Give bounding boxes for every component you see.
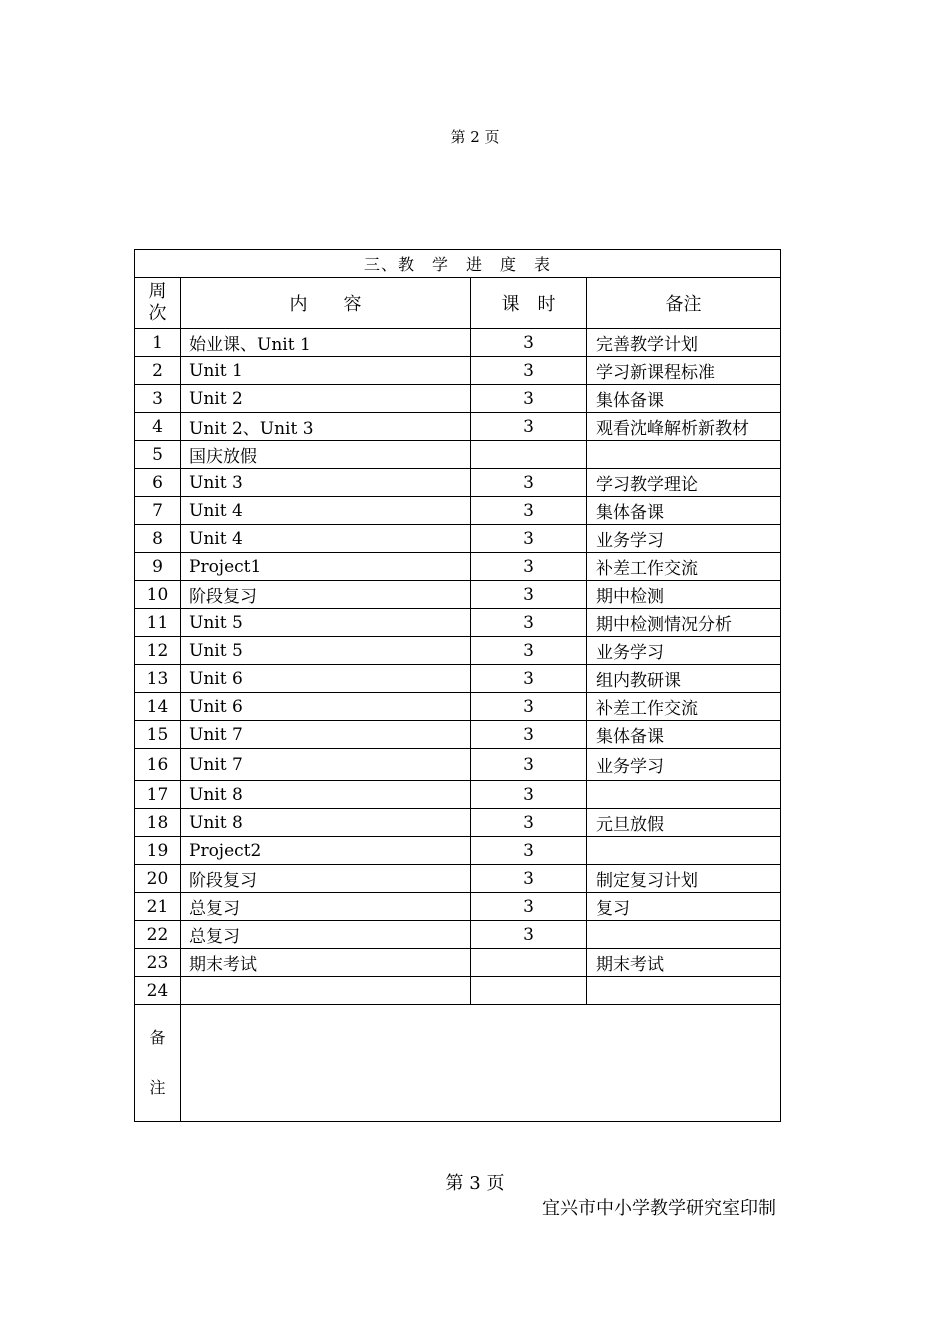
cell-remark	[587, 977, 781, 1005]
cell-week: 17	[135, 781, 181, 809]
cell-hours: 3	[471, 469, 587, 497]
page-header: 第 2 页	[450, 128, 500, 146]
cell-hours: 3	[471, 581, 587, 609]
cell-remark: 观看沈峰解析新教材	[587, 413, 781, 441]
cell-week: 12	[135, 637, 181, 665]
cell-content: Unit 2、Unit 3	[181, 413, 471, 441]
cell-remark: 业务学习	[587, 637, 781, 665]
cell-remark: 期末考试	[587, 949, 781, 977]
cell-week: 7	[135, 497, 181, 525]
cell-remark: 补差工作交流	[587, 553, 781, 581]
cell-hours: 3	[471, 357, 587, 385]
cell-hours: 3	[471, 609, 587, 637]
cell-hours	[471, 441, 587, 469]
table-row	[135, 413, 781, 441]
header-week-line2: 次	[148, 303, 167, 324]
cell-content: Unit 4	[181, 497, 471, 525]
table-row	[135, 977, 781, 1005]
cell-remark: 期中检测	[587, 581, 781, 609]
cell-week: 8	[135, 525, 181, 553]
cell-remark: 补差工作交流	[587, 693, 781, 721]
header-week	[135, 278, 181, 329]
cell-content: Unit 5	[181, 637, 471, 665]
cell-week: 11	[135, 609, 181, 637]
cell-content: 期末考试	[181, 949, 471, 977]
cell-remark: 学习教学理论	[587, 469, 781, 497]
cell-content: Unit 7	[181, 749, 471, 781]
cell-content: Unit 4	[181, 525, 471, 553]
cell-hours	[471, 977, 587, 1005]
table-row	[135, 893, 781, 921]
cell-content: Unit 8	[181, 809, 471, 837]
table-row	[135, 781, 781, 809]
table-row	[135, 497, 781, 525]
cell-week: 24	[135, 977, 181, 1005]
table-row	[135, 357, 781, 385]
cell-hours: 3	[471, 721, 587, 749]
cell-content	[181, 977, 471, 1005]
cell-content: 阶段复习	[181, 865, 471, 893]
header-hours: 课 时	[471, 278, 587, 329]
table-title: 三、教 学 进 度 表	[135, 250, 781, 278]
cell-week: 4	[135, 413, 181, 441]
cell-content: 总复习	[181, 921, 471, 949]
cell-remark: 集体备课	[587, 721, 781, 749]
cell-hours: 3	[471, 921, 587, 949]
cell-week: 21	[135, 893, 181, 921]
teaching-schedule-table	[134, 249, 781, 1122]
cell-week: 18	[135, 809, 181, 837]
cell-hours: 3	[471, 693, 587, 721]
table-row	[135, 809, 781, 837]
cell-hours	[471, 949, 587, 977]
cell-content: Unit 2	[181, 385, 471, 413]
cell-content: 国庆放假	[181, 441, 471, 469]
cell-remark: 期中检测情况分析	[587, 609, 781, 637]
cell-remark: 组内教研课	[587, 665, 781, 693]
cell-content: Unit 1	[181, 357, 471, 385]
page-footer: 第 3 页	[445, 1173, 505, 1194]
table-title-row	[135, 250, 781, 278]
cell-content: Unit 3	[181, 469, 471, 497]
table-row	[135, 865, 781, 893]
cell-week: 10	[135, 581, 181, 609]
table-row	[135, 749, 781, 781]
notes-label-line2: 注	[149, 1078, 166, 1097]
notes-label-line1: 备	[149, 1028, 166, 1047]
table-row	[135, 665, 781, 693]
cell-content: Unit 8	[181, 781, 471, 809]
cell-content: 始业课、Unit 1	[181, 329, 471, 357]
cell-remark	[587, 441, 781, 469]
cell-week: 6	[135, 469, 181, 497]
cell-hours: 3	[471, 865, 587, 893]
cell-hours: 3	[471, 413, 587, 441]
table-row	[135, 525, 781, 553]
cell-week: 5	[135, 441, 181, 469]
cell-remark: 集体备课	[587, 497, 781, 525]
table-row	[135, 693, 781, 721]
table-row	[135, 721, 781, 749]
notes-content	[181, 1005, 781, 1122]
cell-remark: 业务学习	[587, 749, 781, 781]
cell-hours: 3	[471, 637, 587, 665]
cell-week: 16	[135, 749, 181, 781]
cell-week: 19	[135, 837, 181, 865]
cell-remark: 复习	[587, 893, 781, 921]
header-remark: 备注	[587, 278, 781, 329]
notes-label	[135, 1005, 181, 1122]
cell-hours: 3	[471, 749, 587, 781]
header-week-line1: 周	[148, 281, 167, 302]
cell-week: 14	[135, 693, 181, 721]
table-row	[135, 441, 781, 469]
cell-content: Unit 6	[181, 693, 471, 721]
cell-week: 13	[135, 665, 181, 693]
cell-content: Unit 7	[181, 721, 471, 749]
table-row	[135, 949, 781, 977]
cell-week: 2	[135, 357, 181, 385]
cell-hours: 3	[471, 837, 587, 865]
table-row	[135, 837, 781, 865]
cell-remark: 集体备课	[587, 385, 781, 413]
cell-week: 15	[135, 721, 181, 749]
cell-remark	[587, 781, 781, 809]
table-row	[135, 469, 781, 497]
cell-hours: 3	[471, 385, 587, 413]
cell-content: 总复习	[181, 893, 471, 921]
cell-remark: 完善教学计划	[587, 329, 781, 357]
cell-content: 阶段复习	[181, 581, 471, 609]
table-row	[135, 609, 781, 637]
cell-week: 3	[135, 385, 181, 413]
cell-hours: 3	[471, 553, 587, 581]
cell-remark	[587, 837, 781, 865]
cell-week: 23	[135, 949, 181, 977]
cell-hours: 3	[471, 781, 587, 809]
table-row	[135, 329, 781, 357]
table-row	[135, 385, 781, 413]
table-row	[135, 921, 781, 949]
cell-remark: 业务学习	[587, 525, 781, 553]
cell-remark	[587, 921, 781, 949]
cell-content: Unit 6	[181, 665, 471, 693]
cell-week: 22	[135, 921, 181, 949]
cell-remark: 制定复习计划	[587, 865, 781, 893]
cell-remark: 学习新课程标准	[587, 357, 781, 385]
cell-week: 20	[135, 865, 181, 893]
cell-hours: 3	[471, 809, 587, 837]
cell-hours: 3	[471, 329, 587, 357]
header-content: 内 容	[181, 278, 471, 329]
cell-hours: 3	[471, 497, 587, 525]
table-row	[135, 553, 781, 581]
cell-content: Project2	[181, 837, 471, 865]
cell-week: 9	[135, 553, 181, 581]
cell-content: Unit 5	[181, 609, 471, 637]
table-row	[135, 581, 781, 609]
cell-hours: 3	[471, 665, 587, 693]
cell-hours: 3	[471, 525, 587, 553]
cell-hours: 3	[471, 893, 587, 921]
table-header-row	[135, 278, 781, 329]
notes-row	[135, 1005, 781, 1122]
cell-content: Project1	[181, 553, 471, 581]
cell-week: 1	[135, 329, 181, 357]
publisher-line: 宜兴市中小学教学研究室印制	[542, 1198, 776, 1219]
table-row	[135, 637, 781, 665]
cell-remark: 元旦放假	[587, 809, 781, 837]
